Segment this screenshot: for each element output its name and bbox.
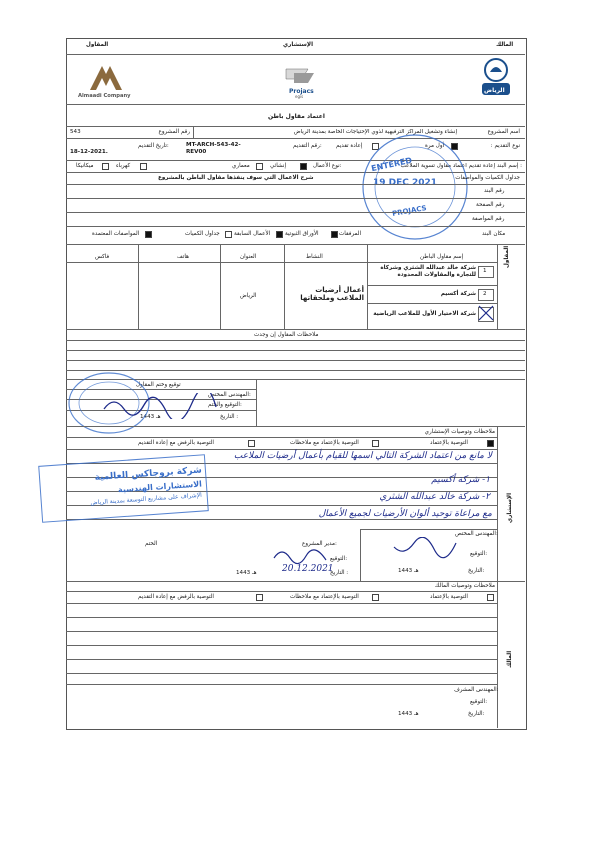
consultant-notes-label: التوصية بالإعتماد مع ملاحظات <box>290 440 359 446</box>
col-fax-header: فاكس <box>95 254 110 260</box>
owner-approve-checkbox[interactable] <box>487 594 494 601</box>
first-time-label: أول مرة <box>425 143 445 149</box>
consultant-approve-label: التوصية بالإعتماد <box>430 440 468 446</box>
consultant-stamp-line2: الاستشارات الهندسية <box>117 479 203 495</box>
consultant-date-label: التاريخ: <box>468 568 485 574</box>
contractor-notes-title: ملاحظات المقاول إن وجدت <box>254 332 319 338</box>
col-address-header: العنوان <box>240 254 257 260</box>
consultant-handwriting-line: لا مانع من اعتماد الشركة التالي اسمها للقيام بأعمال أرضيات الملاعب <box>233 451 492 461</box>
consultant-engineer-label: المهندس المختص: <box>455 531 498 537</box>
contractor-logo <box>86 62 126 92</box>
work-type-4: ميكانيكا <box>76 163 94 169</box>
work-type-checkbox[interactable] <box>300 163 307 170</box>
contractor-date-value: 1443 هـ <box>140 414 161 420</box>
project-manager-signature <box>270 544 330 566</box>
item-name-value: إعادة تقديم اعتماد مقاول تسوية الملاعب <box>400 163 495 169</box>
contractor-signature <box>100 393 220 419</box>
work-type-2: معماري <box>232 163 250 169</box>
owner-logo-text: الرياض <box>484 87 505 94</box>
attachment-4: المواصفات المعتمدة <box>92 231 140 237</box>
consultant-reject-label: التوصية بالرفض مع إعادة التقديم <box>138 440 214 446</box>
owner-label: المالك <box>496 42 514 48</box>
attachment-1: الأوراق الثبوتية <box>285 231 319 237</box>
subcontractor-activity: أعمال أرضيات الملاعب وملحقاتها <box>300 286 364 303</box>
work-type-label: نوع الأعمال: <box>313 163 342 169</box>
consultant-logo-sub: egis <box>295 94 304 99</box>
consultant-date-value: 1443 هـ <box>398 568 419 574</box>
consultant-engineer-signature <box>390 537 460 559</box>
item-name-label: إسم البند : <box>497 163 522 169</box>
project-number-value: 543 <box>70 129 81 135</box>
spec-no-label: رقم المواصفة <box>472 216 505 222</box>
owner-date-value: 1443 هـ <box>398 711 419 717</box>
divider <box>66 104 525 105</box>
owner-approve-label: التوصية بالإعتماد <box>430 594 468 600</box>
col-name-header: إسم مقاول الباطن <box>420 254 464 260</box>
subcontractor-name: شركة أكسيم <box>440 291 476 297</box>
contractor-sign-title: توقيع وختم المقاول <box>136 382 181 388</box>
work-type-checkbox[interactable] <box>102 163 109 170</box>
divider <box>66 54 525 55</box>
consultant-side-label: الإستشاري <box>507 492 513 523</box>
owner-reject-label: التوصية بالرفض مع إعادة التقديم <box>138 594 214 600</box>
entered-stamp-date: 19 DEC 2021 <box>373 178 438 188</box>
contractor-label: المقاول <box>86 42 109 48</box>
contractor-side-label: المقاول <box>504 245 510 268</box>
submission-no-value: MT-ARCH-543-42-REV00 <box>186 142 241 155</box>
work-type-checkbox[interactable] <box>140 163 147 170</box>
consultant-handwriting-line: ٢- شركة خالد عبدالله الشثري <box>379 492 490 502</box>
owner-reject-checkbox[interactable] <box>256 594 263 601</box>
attachments-label: المرفقات <box>339 231 362 237</box>
consultant-logo-text: Projacs <box>289 88 314 95</box>
submission-date-label: تاريخ التقديم: <box>138 143 169 149</box>
consultant-label: الإستشاري <box>283 42 314 48</box>
cross-mark <box>478 305 494 321</box>
subcontractor-name: شركة خالد عبدالله الشثري وشركاة للتجارة والمقاولات المحدودة <box>380 265 476 278</box>
page-no-label: رقم الصفحة <box>476 202 505 208</box>
project-manager-label: مدير المشروع: <box>302 541 337 547</box>
col-phone-header: هاتف <box>177 254 190 260</box>
project-name-value: إنشاء وتشغيل المراكز الترفيهية لذوي الإحتياجات الخاصة بمدينة الرياض <box>293 129 457 135</box>
consultant-seal-label: الختم <box>145 541 158 547</box>
submission-date-value: 18-12-2021. <box>70 149 108 155</box>
attachment-checkbox[interactable] <box>145 231 152 238</box>
attachment-checkbox[interactable] <box>225 231 232 238</box>
consultant-stamp-line1: شركة بروجاكس العالمية <box>94 465 203 483</box>
work-type-checkbox[interactable] <box>256 163 263 170</box>
contractor-signature-label: التوقيع والختم: <box>208 402 242 408</box>
row-number: 2 <box>483 291 487 297</box>
work-type-1: إنشائي <box>270 163 287 169</box>
consultant-handwriting-line: ١- شركة أكسيم <box>431 475 490 485</box>
quantities-section-label: جداول الكميات والمواصفات <box>455 175 520 181</box>
consultant-title: ملاحظات وتوصيات الإستشاري <box>424 429 495 435</box>
owner-supervisor-label: المهندس المشرف: <box>454 687 499 693</box>
project-number-label: رقم المشروع <box>158 129 190 135</box>
col-activity-header: النشاط <box>306 254 323 260</box>
project-name-label: اسم المشروع <box>487 129 520 135</box>
attachment-2: الأعمال السابقة <box>234 231 271 237</box>
owner-side-label: المالك <box>507 650 513 668</box>
divider <box>66 126 525 127</box>
project-manager-date-label: التاريخ : <box>330 570 349 576</box>
owner-date-label: التاريخ: <box>468 711 485 717</box>
attachment-checkbox[interactable] <box>276 231 283 238</box>
consultant-signature-label: التوقيع: <box>470 551 488 557</box>
resubmission-label: إعادة تقديم <box>336 143 363 149</box>
row-number: 1 <box>483 268 487 274</box>
entered-stamp-line1: ENTERED <box>370 155 413 174</box>
item-no-label: رقم البند <box>484 188 505 194</box>
contractor-logo-text: Almaadi Company <box>78 93 131 99</box>
subcontractor-address: الرياض <box>240 293 257 299</box>
consultant-approve-checkbox[interactable] <box>487 440 494 447</box>
owner-title: ملاحظات وتوصيات المالك <box>434 583 495 589</box>
entered-stamp-name: PROJACS <box>391 204 428 218</box>
item-location-label: مكان البند <box>482 231 506 237</box>
attachment-checkbox[interactable] <box>331 231 338 238</box>
work-type-3: كهرباء <box>116 163 131 169</box>
handwritten-date: 20.12.2021 <box>282 564 334 574</box>
contractor-engineer-label: المهندس المختص: <box>208 392 251 398</box>
owner-notes-label: التوصية بالإعتماد مع ملاحظات <box>290 594 359 600</box>
project-manager-signature-label: التوقيع: <box>330 556 348 562</box>
owner-notes-checkbox[interactable] <box>372 594 379 601</box>
submission-no-label: رقم التقديم: <box>293 143 322 149</box>
contractor-date-label: التاريخ : <box>220 414 239 420</box>
consultant-handwriting-line: مع مراعاة توحيد ألوان الأرضيات لجميع الأعمال <box>318 509 492 519</box>
consultant-reject-checkbox[interactable] <box>248 440 255 447</box>
submission-type-label: نوع التقديم : <box>490 143 520 149</box>
form-title: اعتماد مقاول باطن <box>268 113 325 120</box>
consultant-stamp-line3: الإشراف على مشاريع التوسعة بمدينة الرياض <box>90 491 203 507</box>
subcontractor-name: شركة الاختيار الأول للملاعب الرياضية <box>373 311 476 317</box>
project-manager-date-value: 1443 هـ <box>236 570 257 576</box>
explanation-label: شرح الاعمال التي سوف ينفذها مقاول الباطن بالمشروع <box>158 175 314 181</box>
attachment-3: جداول الكميات <box>185 231 220 237</box>
consultant-notes-checkbox[interactable] <box>372 440 379 447</box>
owner-signature-label: التوقيع: <box>470 699 488 705</box>
